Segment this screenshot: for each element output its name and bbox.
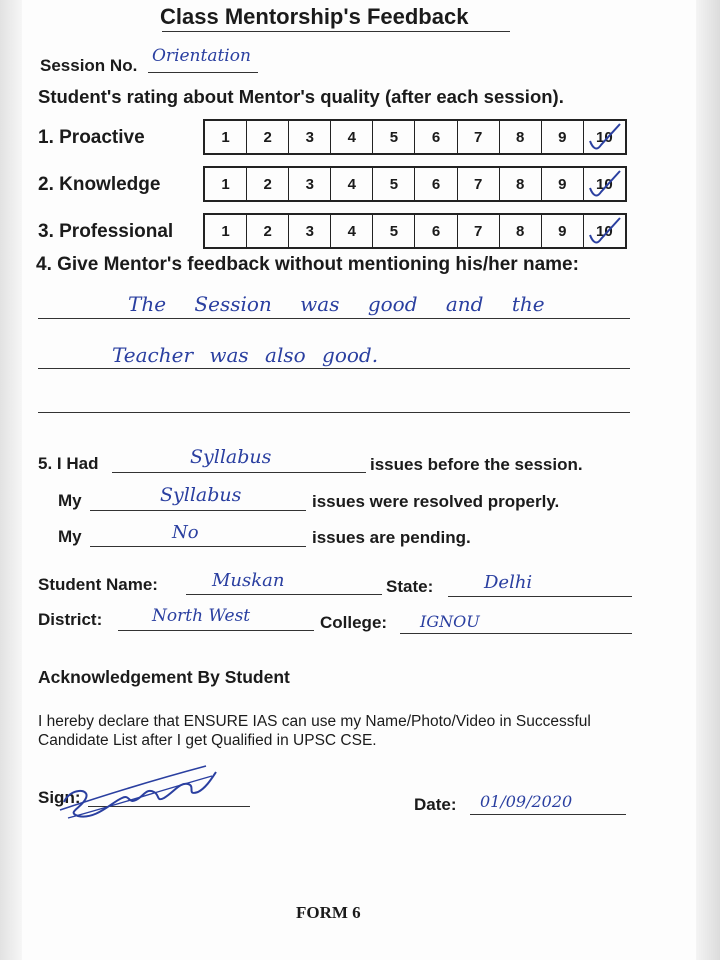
college-label: College: (320, 613, 388, 632)
acknowledgement-heading: Acknowledgement By Student (38, 667, 290, 687)
rating-scale (203, 213, 627, 249)
feedback-line-1 (38, 318, 630, 319)
selected-tick-icon (587, 217, 623, 247)
issue-3-value[interactable]: No (172, 522, 199, 543)
rating-option-number: 1 (221, 175, 230, 193)
rating-scale (203, 166, 627, 202)
rating-option-number: 8 (516, 128, 525, 146)
feedback-label: 4. Give Mentor's feedback without mentioning his/her name: (36, 254, 579, 275)
rating-option-number: 8 (516, 175, 525, 193)
date-value[interactable]: 01/09/2020 (480, 792, 573, 811)
rating-option[interactable] (247, 215, 289, 247)
rating-option-number: 10 (596, 128, 613, 146)
rating-option[interactable] (415, 168, 457, 200)
selected-tick-icon (587, 123, 623, 153)
rating-option-number: 6 (431, 128, 441, 146)
rating-option[interactable] (331, 215, 373, 247)
issue-1-prefix: 5. I Had (38, 454, 99, 473)
acknowledgement-line-2: Candidate List after I get Qualified in UPSC CSE. (38, 732, 377, 749)
rating-option-number: 6 (431, 175, 441, 193)
rating-option[interactable] (289, 215, 331, 247)
rating-option[interactable] (331, 121, 373, 153)
rating-option-number: 5 (389, 128, 399, 146)
rating-option[interactable] (289, 168, 331, 200)
rating-option[interactable] (458, 121, 500, 153)
rating-option-number: 4 (347, 175, 356, 193)
rating-option[interactable] (500, 121, 542, 153)
issue-2-underline (90, 510, 306, 511)
rating-option-number: 4 (347, 222, 356, 240)
title-underline (162, 31, 510, 32)
issue-3-suffix: issues are pending. (312, 528, 471, 547)
rating-option-number: 5 (389, 175, 399, 193)
rating-option[interactable] (205, 121, 247, 153)
district-underline (118, 630, 314, 631)
rating-option-number: 7 (473, 222, 483, 240)
issue-1-value[interactable]: Syllabus (190, 446, 272, 468)
rating-option-number: 10 (596, 175, 613, 193)
district-label: District: (38, 610, 103, 629)
issue-3-underline (90, 546, 306, 547)
rating-option[interactable] (247, 168, 289, 200)
issue-2-value[interactable]: Syllabus (160, 484, 242, 506)
state-underline (448, 596, 632, 597)
feedback-line-3 (38, 412, 630, 413)
issue-3-prefix: My (58, 527, 82, 546)
feedback-line-2 (38, 368, 630, 369)
rating-option-number: 7 (473, 128, 483, 146)
rating-option[interactable] (205, 168, 247, 200)
date-label: Date: (414, 795, 457, 814)
handwritten-signature[interactable] (56, 758, 226, 828)
rating-option-number: 9 (558, 222, 567, 240)
scan-edge-left (0, 0, 22, 960)
rating-option[interactable] (373, 121, 415, 153)
rating-option[interactable] (542, 215, 584, 247)
issue-2-suffix: issues were resolved properly. (312, 492, 560, 511)
rating-heading: Student's rating about Mentor's quality (after each session). (38, 86, 564, 107)
rating-scale (203, 119, 627, 155)
rating-option-number: 9 (558, 175, 567, 193)
rating-option-number: 8 (516, 222, 525, 240)
state-label: State: (386, 577, 434, 596)
rating-option-number: 3 (305, 222, 314, 240)
rating-option[interactable] (415, 215, 457, 247)
state-value[interactable]: Delhi (484, 572, 533, 593)
rating-option[interactable] (205, 215, 247, 247)
rating-option[interactable] (331, 168, 373, 200)
rating-option-number: 5 (389, 222, 399, 240)
selected-tick-icon (587, 170, 623, 200)
rating-option[interactable] (458, 215, 500, 247)
date-underline (470, 814, 626, 815)
feedback-text-2[interactable]: Teacher was also good. (112, 343, 379, 367)
rating-option[interactable] (500, 215, 542, 247)
district-value[interactable]: North West (152, 606, 251, 626)
rating-option[interactable] (584, 121, 625, 153)
rating-option-number: 9 (558, 128, 567, 146)
issue-1-suffix: issues before the session. (370, 455, 583, 474)
rating-label: 3. Professional (38, 221, 174, 242)
rating-option[interactable] (373, 215, 415, 247)
rating-option-number: 1 (221, 222, 230, 240)
college-underline (400, 633, 632, 634)
issue-2-prefix: My (58, 491, 82, 510)
student-name-underline (186, 594, 382, 595)
session-value[interactable]: Orientation (152, 46, 251, 66)
feedback-text-1[interactable]: The Session was good and the (128, 292, 545, 316)
form-title: Class Mentorship's Feedback (160, 4, 469, 29)
rating-option[interactable] (500, 168, 542, 200)
sign-label: Sign: (38, 788, 81, 807)
rating-option-number: 1 (221, 128, 230, 146)
rating-option-number: 2 (263, 222, 272, 240)
scan-edge-right (696, 0, 720, 960)
rating-label: 1. Proactive (38, 127, 145, 148)
rating-option-number: 2 (263, 128, 272, 146)
rating-option[interactable] (373, 168, 415, 200)
rating-option-number: 3 (305, 175, 314, 193)
rating-label: 2. Knowledge (38, 174, 161, 195)
student-name-value[interactable]: Muskan (212, 570, 285, 591)
rating-option-number: 3 (305, 128, 314, 146)
college-value[interactable]: IGNOU (420, 612, 480, 631)
rating-option[interactable] (542, 121, 584, 153)
rating-option[interactable] (458, 168, 500, 200)
rating-option[interactable] (289, 121, 331, 153)
rating-option[interactable] (542, 168, 584, 200)
session-underline (148, 72, 258, 73)
rating-option[interactable] (415, 121, 457, 153)
rating-option-number: 6 (431, 222, 441, 240)
rating-option-number: 7 (473, 175, 483, 193)
rating-option-number: 2 (263, 175, 272, 193)
rating-option[interactable] (584, 168, 625, 200)
rating-option[interactable] (584, 215, 625, 247)
student-name-label: Student Name: (38, 575, 158, 594)
acknowledgement-line-1: I hereby declare that ENSURE IAS can use my Name/Photo/Video in Successful (38, 713, 591, 730)
form-number: FORM 6 (296, 903, 361, 922)
rating-option-number: 10 (596, 222, 613, 240)
rating-option-number: 4 (347, 128, 356, 146)
session-label: Session No. (40, 56, 138, 75)
rating-option[interactable] (247, 121, 289, 153)
issue-1-underline (112, 472, 366, 473)
